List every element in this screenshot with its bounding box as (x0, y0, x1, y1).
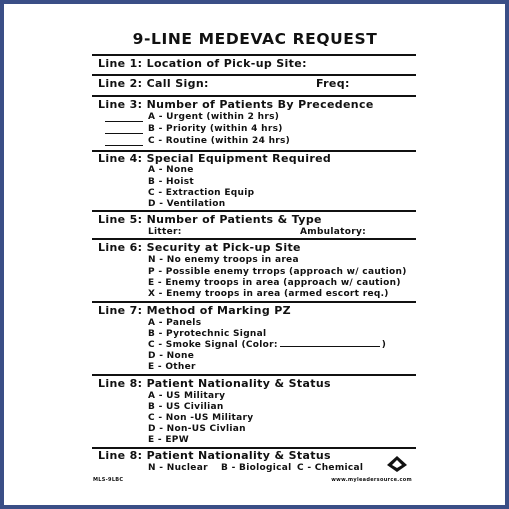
divider (92, 95, 416, 97)
line3-label: Line 3: Number of Patients By Precedence (98, 98, 374, 111)
line2-freq-label: Freq: (316, 77, 350, 90)
line4-item-d: D - Ventilation (148, 199, 226, 209)
line7-label: Line 7: Method of Marking PZ (98, 304, 291, 317)
line7-close-paren: ) (381, 340, 387, 350)
line6-item-p: P - Possible enemy trrops (approach w/ caution) (148, 267, 407, 277)
line4-item-c: C - Extraction Equip (148, 188, 255, 198)
line4-item-a: A - None (148, 165, 194, 175)
line6-item-n: N - No enemy troops in area (148, 255, 299, 265)
line6-item-x: X - Enemy troops in area (armed escort req.) (148, 289, 389, 299)
line8a-item-c: C - Non -US Military (148, 413, 254, 423)
line8a-item-e: E - EPW (148, 435, 189, 445)
line5-label: Line 5: Number of Patients & Type (98, 213, 322, 226)
line2-label: Line 2: Call Sign: (98, 77, 209, 90)
line5-litter-label: Litter: (148, 227, 182, 237)
divider (92, 74, 416, 76)
line3-blank-b[interactable] (105, 133, 143, 134)
card-title: 9-LINE MEDEVAC REQUEST (132, 30, 378, 48)
line1-label: Line 1: Location of Pick-up Site: (98, 57, 307, 70)
line7-item-c-text: C - Smoke Signal (Color: (148, 340, 278, 350)
line7-item-b: B - Pyrotechnic Signal (148, 329, 267, 339)
divider (92, 54, 416, 56)
line4-item-b: B - Hoist (148, 177, 195, 187)
divider (92, 238, 416, 240)
line8b-biological: B - Biological (221, 463, 292, 473)
divider (92, 301, 416, 303)
line8b-nuclear: N - Nuclear (148, 463, 208, 473)
line3-item-b: B - Priority (within 4 hrs) (148, 124, 283, 134)
smoke-color-field[interactable] (280, 346, 380, 347)
line3-item-c: C - Routine (within 24 hrs) (148, 136, 291, 146)
line7-item-a: A - Panels (148, 318, 202, 328)
line3-blank-a[interactable] (105, 121, 143, 122)
line3-item-a: A - Urgent (within 2 hrs) (148, 112, 280, 122)
website-url: www.myleadersource.com (331, 477, 412, 483)
line4-label: Line 4: Special Equipment Required (98, 152, 332, 165)
medevac-card (86, 24, 424, 486)
line8a-item-a: A - US Military (148, 391, 226, 401)
line7-item-e: E - Other (148, 362, 196, 372)
line7-item-c (148, 340, 386, 350)
line8b-chemical: C - Chemical (297, 463, 364, 473)
divider (92, 210, 416, 212)
line3-blank-c[interactable] (105, 145, 143, 146)
brand-logo-icon (386, 455, 408, 473)
line8b-label: Line 8: Patient Nationality & Status (98, 449, 331, 462)
product-code: MLS-9LBC (93, 477, 124, 483)
divider (92, 374, 416, 376)
line6-item-e: E - Enemy troops in area (approach w/ caution) (148, 278, 401, 288)
line6-label: Line 6: Security at Pick-up Site (98, 241, 301, 254)
line7-item-d: D - None (148, 351, 195, 361)
line8a-item-b: B - US Civilian (148, 402, 224, 412)
line8a-item-d: D - Non-US Civlian (148, 424, 246, 434)
line5-ambulatory-label: Ambulatory: (300, 227, 367, 237)
line8a-label: Line 8: Patient Nationality & Status (98, 377, 331, 390)
